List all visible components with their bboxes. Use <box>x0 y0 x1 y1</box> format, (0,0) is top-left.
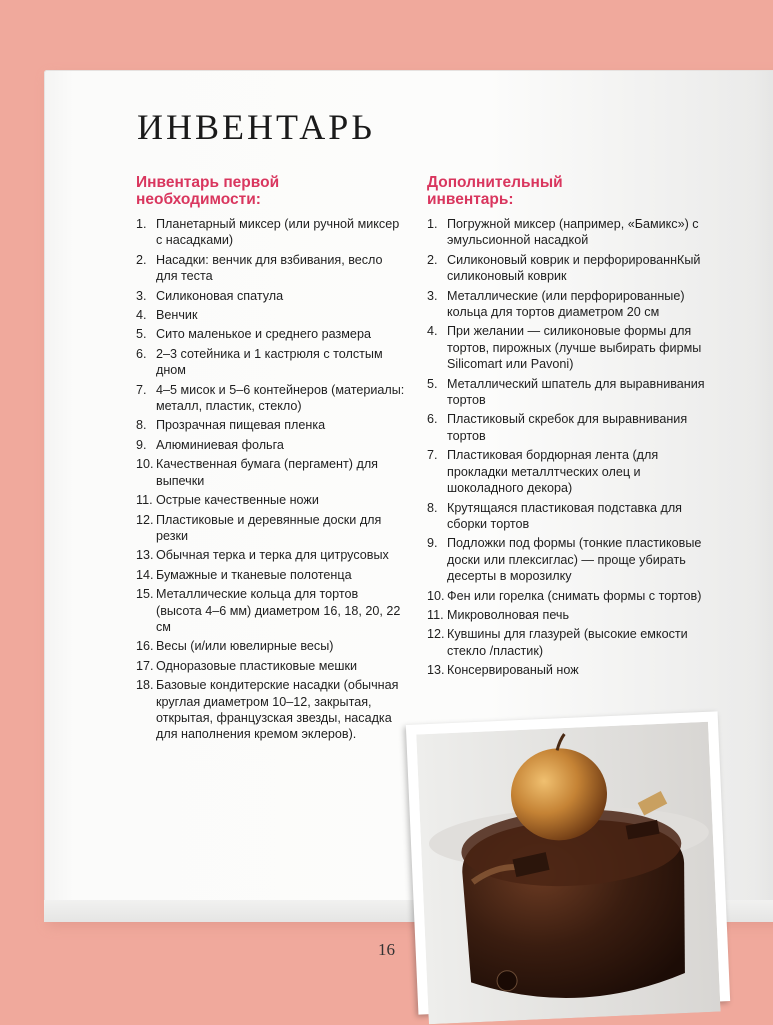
additional-equipment-item-number: 7. <box>427 448 438 463</box>
essential-equipment-item-text: Качественная бумага (пергамент) для выпечки <box>156 457 378 488</box>
essential-equipment-item <box>136 252 406 285</box>
additional-equipment-column <box>427 174 717 682</box>
essential-equipment-item-text: Планетарный миксер (или ручной миксер с насадками) <box>156 217 400 248</box>
essential-equipment-item <box>136 456 406 489</box>
additional-equipment-item <box>427 607 717 623</box>
additional-equipment-list <box>427 216 717 679</box>
essential-equipment-item-text: 2–3 сотейника и 1 кастрюля с толстым дном <box>156 346 383 378</box>
additional-equipment-item-number: 12. <box>427 627 445 642</box>
essential-equipment-item <box>136 492 406 508</box>
additional-equipment-item <box>427 252 717 285</box>
essential-equipment-item-text: Бумажные и тканевые полотенца <box>156 567 352 582</box>
essential-equipment-item-text: Насадки: венчик для взбивания, весло для теста <box>156 252 383 284</box>
essential-equipment-item <box>136 658 406 674</box>
essential-equipment-list <box>136 216 406 743</box>
essential-equipment-item-number: 3. <box>136 288 147 303</box>
essential-equipment-item-text: Алюминиевая фольга <box>156 437 284 452</box>
essential-equipment-item-text: Венчик <box>156 308 198 323</box>
essential-equipment-item <box>136 586 406 635</box>
additional-equipment-item-number: 9. <box>427 536 438 551</box>
essential-equipment-item-text: Весы (и/или ювелирные весы) <box>156 639 334 654</box>
additional-equipment-item <box>427 535 717 584</box>
additional-equipment-item-number: 4. <box>427 324 438 339</box>
additional-equipment-item-text: Пластиковый скребок для выравнивания тортов <box>447 412 688 443</box>
essential-equipment-item <box>136 547 406 563</box>
essential-equipment-item-text: Силиконовая спатула <box>156 288 284 303</box>
essential-equipment-item <box>136 307 406 323</box>
essential-equipment-item <box>136 346 406 379</box>
essential-equipment-item-number: 18. <box>136 678 154 693</box>
additional-equipment-item <box>427 376 717 409</box>
essential-equipment-item-text: Сито маленькое и среднего размера <box>156 327 371 342</box>
essential-equipment-item <box>136 326 406 342</box>
essential-equipment-item-text: Прозрачная пищевая пленка <box>156 418 326 433</box>
essential-equipment-item-number: 10. <box>136 457 154 472</box>
additional-equipment-item <box>427 411 717 444</box>
additional-equipment-item <box>427 662 717 678</box>
additional-equipment-item-text: Пластиковая бордюрная лента (для прокладки металлтческих олец и шоколадного декора) <box>447 448 659 496</box>
essential-equipment-item-number: 5. <box>136 327 147 342</box>
essential-equipment-heading: Инвентарь первой необходимости: <box>136 174 280 208</box>
essential-equipment-item-text: Пластиковые и деревянные доски для резки <box>156 512 382 543</box>
essential-equipment-item <box>136 216 406 249</box>
essential-equipment-item-number: 2. <box>136 252 147 267</box>
essential-equipment-item <box>136 437 406 453</box>
additional-equipment-item-text: Погружной миксер (например, «Бамикс») с эмульсионной насадкой <box>447 217 699 248</box>
additional-equipment-item-number: 6. <box>427 412 438 427</box>
essential-equipment-column <box>136 174 406 746</box>
essential-equipment-item-number: 13. <box>136 548 154 563</box>
additional-equipment-item-number: 10. <box>427 588 445 603</box>
additional-equipment-item-text: При желании — силиконовые формы для тортов, пирожных (лучше выбирать фирмы Silicomart или Pavoni) <box>447 324 702 372</box>
essential-equipment-item-number: 1. <box>136 217 147 231</box>
essential-equipment-item-number: 9. <box>136 437 147 452</box>
additional-equipment-item <box>427 323 717 372</box>
additional-equipment-item-number: 11. <box>427 607 444 622</box>
additional-equipment-item-number: 1. <box>427 217 438 231</box>
essential-equipment-item-text: Острые качественные ножи <box>156 493 319 508</box>
additional-equipment-item-number: 8. <box>427 500 438 515</box>
essential-equipment-item-number: 11. <box>136 493 153 508</box>
essential-equipment-item-text: Одноразовые пластиковые мешки <box>156 658 358 673</box>
additional-equipment-item-number: 5. <box>427 376 438 391</box>
essential-equipment-item <box>136 417 406 433</box>
essential-equipment-item-text: Металлические кольца для тортов (высота 4–6 мм) диаметром 16, 18, 20, 22 см <box>156 587 401 634</box>
essential-equipment-item <box>136 382 406 415</box>
additional-equipment-item <box>427 447 717 496</box>
essential-equipment-item-number: 16. <box>136 639 154 654</box>
additional-equipment-item-text: Кувшины для глазурей (высокие емкости стекло /пластик) <box>447 627 688 658</box>
dessert-photo <box>406 711 730 1014</box>
essential-equipment-item-number: 14. <box>136 567 154 582</box>
essential-equipment-item-number: 6. <box>136 346 147 361</box>
essential-equipment-item <box>136 638 406 654</box>
essential-equipment-item <box>136 677 406 743</box>
additional-equipment-item-text: Металлический шпатель для выравнивания тортов <box>447 376 705 408</box>
additional-equipment-item-number: 13. <box>427 663 445 678</box>
additional-equipment-item-text: Крутящаяся пластиковая подставка для сборки тортов <box>447 500 683 531</box>
page-number: 16 <box>378 940 395 959</box>
essential-equipment-item-text: Базовые кондитерские насадки (обычная круглая диаметром 10–12, закрытая, открытая, французская звезды, насадка для наполнения кремом эклеров). <box>156 678 399 742</box>
additional-equipment-heading: Дополнительный инвентарь: <box>427 174 563 208</box>
additional-equipment-item-number: 3. <box>427 288 438 303</box>
essential-equipment-item <box>136 288 406 304</box>
essential-equipment-item-text: Обычная терка и терка для цитрусовых <box>156 548 389 563</box>
additional-equipment-item <box>427 588 717 604</box>
additional-equipment-item-number: 2. <box>427 252 438 267</box>
essential-equipment-item-number: 8. <box>136 418 147 433</box>
additional-equipment-item <box>427 500 717 533</box>
page-title: ИНВЕНТАРЬ <box>137 107 375 147</box>
additional-equipment-item-text: Микроволновая печь <box>447 607 570 622</box>
essential-equipment-item-number: 17. <box>136 658 154 673</box>
essential-equipment-item <box>136 567 406 583</box>
additional-equipment-item-text: Консервированый нож <box>447 663 579 678</box>
additional-equipment-item-text: Подложки под формы (тонкие пластиковые доски или плексиглас) — проще убирать десерты в морозилку <box>447 536 702 584</box>
additional-equipment-item-text: Металлические (или перфорированные) кольца для тортов диаметром 20 см <box>447 288 685 320</box>
essential-equipment-item-number: 4. <box>136 308 147 323</box>
essential-equipment-item-number: 7. <box>136 382 147 397</box>
additional-equipment-item-text: Фен или горелка (снимать формы с тортов) <box>447 588 702 603</box>
additional-equipment-item <box>427 216 717 249</box>
essential-equipment-item-number: 15. <box>136 587 154 602</box>
essential-equipment-item <box>136 512 406 545</box>
additional-equipment-item <box>427 626 717 659</box>
essential-equipment-item-text: 4–5 мисок и 5–6 контейнеров (материалы: металл, пластик, стекло) <box>156 382 405 414</box>
additional-equipment-item <box>427 288 717 321</box>
chocolate-cake-with-golden-apple-image <box>416 722 720 1024</box>
additional-equipment-item-text: Силиконовый коврик и перфорированнКый силиконовый коврик <box>447 252 701 284</box>
essential-equipment-item-number: 12. <box>136 512 154 527</box>
